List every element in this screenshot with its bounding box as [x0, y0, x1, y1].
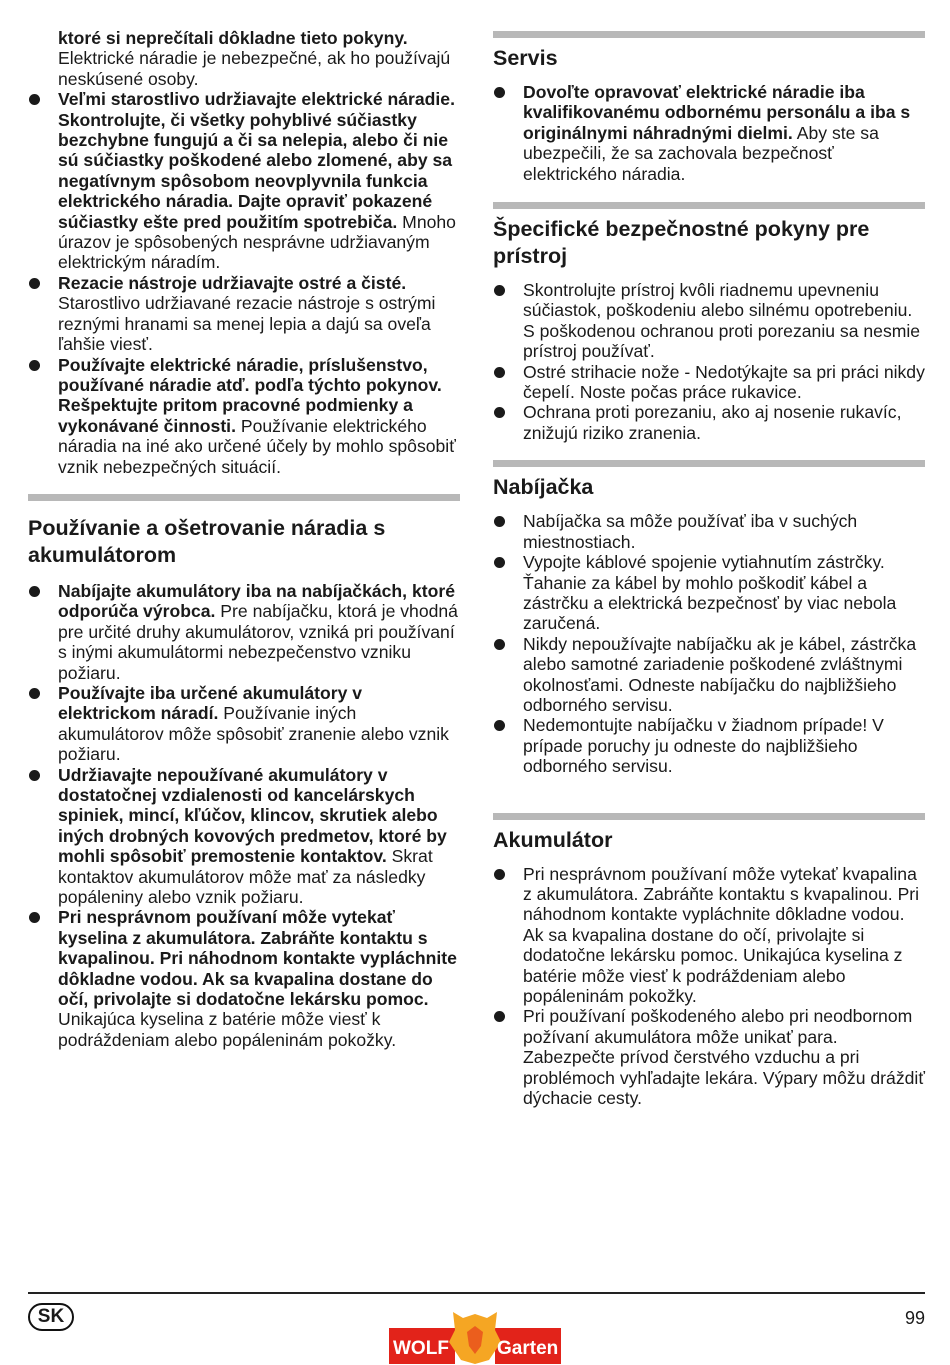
list-item [28, 89, 460, 273]
specific-safety-list [493, 280, 925, 443]
list-item [493, 82, 925, 184]
footer-divider [28, 1292, 925, 1294]
language-badge: SK [28, 1303, 74, 1331]
list-item [493, 280, 925, 362]
charger-list [493, 511, 925, 776]
item-text: Nedemontujte nabíjačku v žiadnom prípade! V prípade poruchy ju odneste do najbližšieho odborného servisu. [523, 715, 884, 777]
continued-bold: ktoré si neprečítali dôkladne tieto pokyny. [58, 28, 408, 48]
item-text: Používanie elektrického náradia na iné ako určené účely by mohlo spôsobiť vznik nebezpečných situácií. [58, 415, 456, 477]
section-divider [493, 460, 925, 467]
wolf-garten-logo [389, 1312, 561, 1364]
list-item [493, 864, 925, 1007]
list-item [493, 1006, 925, 1108]
item-text: Skrat kontaktov akumulátorov môže mať za následky popáleniny alebo vznik požiaru. [58, 846, 433, 908]
section-title-charger: Nabíjačka [493, 475, 594, 500]
item-text: Ostré strihacie nože - Nedotýkajte sa pri práci nikdy čepelí. Noste počas práce rukavice. [523, 361, 925, 403]
list-item [493, 362, 925, 403]
item-text: Aby ste sa ubezpečili, že sa zachovala bezpečnosť elektrického náradia. [523, 122, 879, 184]
item-text: Pri nesprávnom používaní môže vytekať kvapalina z akumulátora. Zabráňte kontaktu s kvapalinou. Pri náhodnom kontakte vypláchnite dôkladne vodou. Ak sa kvapalina dostane do očí, privolajte si dodatočne lekársku pomoc. Unikajúca kyselina z batérie môže viesť k podráždeniam alebo popáleninám pokožky. [523, 863, 920, 1006]
item-bold: Používajte iba určené akumulátory v elektrickom náradí. [58, 682, 363, 724]
list-item [493, 402, 925, 443]
battery-tools-list [28, 581, 460, 1050]
section-divider [493, 813, 925, 820]
item-bold: Pri nesprávnom používaní môže vytekať kyselina z akumulátora. Zabráňte kontaktu s kvapalinou. Pri náhodnom kontakte vypláchnite dôkladne vodou. Ak sa kvapalina dostane do očí, privolajte si dodatočne lekársku pomoc. [58, 907, 457, 1010]
item-text: Používanie iných akumulátorov môže spôsobiť zranenie alebo vznik požiaru. [58, 703, 449, 765]
list-item [493, 715, 925, 776]
logo-wolf-text: WOLF [393, 1338, 449, 1359]
section-title-specific-safety: Špecifické bezpečnostné pokyny pre prístroj [493, 217, 870, 269]
item-bold: Používajte elektrické náradie, príslušenstvo, používané náradie atď. podľa týchto pokynov. Rešpektujte pritom pracovné podmienky a vykonávané činnosti. [58, 354, 442, 436]
servis-list [493, 82, 925, 184]
list-item [28, 907, 460, 1050]
left-column [28, 0, 460, 1050]
item-text: Unikajúca kyselina z batérie môže viesť k podráždeniam alebo popáleninám pokožky. [58, 1009, 397, 1050]
section-divider [28, 494, 460, 501]
logo-garten-text: Garten [497, 1338, 559, 1359]
item-text: Ochrana proti porezaniu, ako aj nosenie rukavíc, znižujú riziko zranenia. [523, 402, 902, 443]
safety-list [28, 89, 460, 477]
list-item [28, 581, 460, 683]
list-item [493, 511, 925, 552]
item-text: Nikdy nepoužívajte nabíjačku ak je kábel, zástrčka alebo samotné zariadenie poškodené zvláštnymi okolnosťami. Odneste nabíjačku do najbližšieho odborného servisu. [523, 633, 917, 715]
list-item [28, 355, 460, 477]
list-item [28, 273, 460, 355]
battery-list [493, 864, 925, 1109]
item-text: Skontrolujte prístroj kvôli riadnemu upevneniu súčiastok, poškodeniu alebo silnému opotrebeniu. S poškodenou ochranou proti porezaniu sa nesmie prístroj používať. [523, 280, 921, 362]
item-bold: Rezacie nástroje udržiavajte ostré a čisté. [58, 272, 407, 293]
list-item [493, 552, 925, 634]
item-bold: Veľmi starostlivo udržiavajte elektrické náradie. Skontrolujte, či všetky pohyblivé súčiastky bezchybne fungujú a či sa nelepia, alebo či nie sú súčiastky poškodené alebo zlomené, aby sa negatívnym spôsobom neovplyvnila funkcia elektrického náradia. Dajte opraviť pokazené súčiastky ešte pred použitím spotrebiča. [58, 89, 455, 232]
page-number: 99 [904, 1308, 925, 1328]
section-divider [493, 31, 925, 38]
list-item [28, 765, 460, 908]
item-text: Starostlivo udržiavané rezacie nástroje s ostrými reznými hranami sa menej lepia a dajú sa oveľa ľahšie viesť. [58, 293, 436, 355]
section-title-servis: Servis [493, 46, 558, 70]
item-text: Mnoho úrazov je spôsobených nesprávne udržiavaným elektrickým náradím. [58, 211, 456, 273]
item-text: Pri používaní poškodeného alebo pri neodbornom požívaní akumulátora môže unikať para. Zabezpečte prívod čerstvého vzduchu a pri problémoch vyhľadajte lekára. Výpary môžu dráždiť dýchacie cesty. [523, 1006, 925, 1109]
item-text: Nabíjačka sa môže používať iba v suchých miestnostiach. [523, 511, 858, 552]
list-item [28, 683, 460, 765]
item-text: Pre nabíjačku, ktorá je vhodná pre určité druhy akumulátorov, vzniká pri používaní s inými akumulátormi nebezpečenstvo vzniku požiaru. [58, 601, 458, 683]
item-bold: Udržiavajte nepoužívané akumulátory v dostatočnej vzdialenosti od kancelárskych spiniek, mincí, kľúčov, klincov, skrutiek alebo iných drobných kovových predmetov, ktoré by mohli spôsobiť premostenie kontaktov. [58, 764, 447, 867]
section-divider [493, 202, 925, 209]
continued-text: Elektrické náradie je nebezpečné, ak ho používajú neskúsené osoby. [58, 48, 451, 89]
section-title-battery: Akumulátor [493, 827, 613, 852]
section-title-battery-tools: Používanie a ošetrovanie náradia s akumulátorom [28, 515, 386, 567]
continued-paragraph [28, 28, 460, 89]
list-item [493, 634, 925, 716]
item-text: Vypojte káblové spojenie vytiahnutím zástrčky. Ťahanie za kábel by mohlo poškodiť kábel a zástrčku a elektrická bezpečnosť by viac nebola zaručená. [523, 552, 897, 634]
item-bold: Nabíjajte akumulátory iba na nabíjačkách, ktoré odporúča výrobca. [58, 580, 455, 622]
right-column [493, 0, 925, 1108]
item-bold: Dovoľte opravovať elektrické náradie iba kvalifikovanému odbornému personálu a iba s originálnymi náhradnými dielmi. [523, 82, 911, 143]
